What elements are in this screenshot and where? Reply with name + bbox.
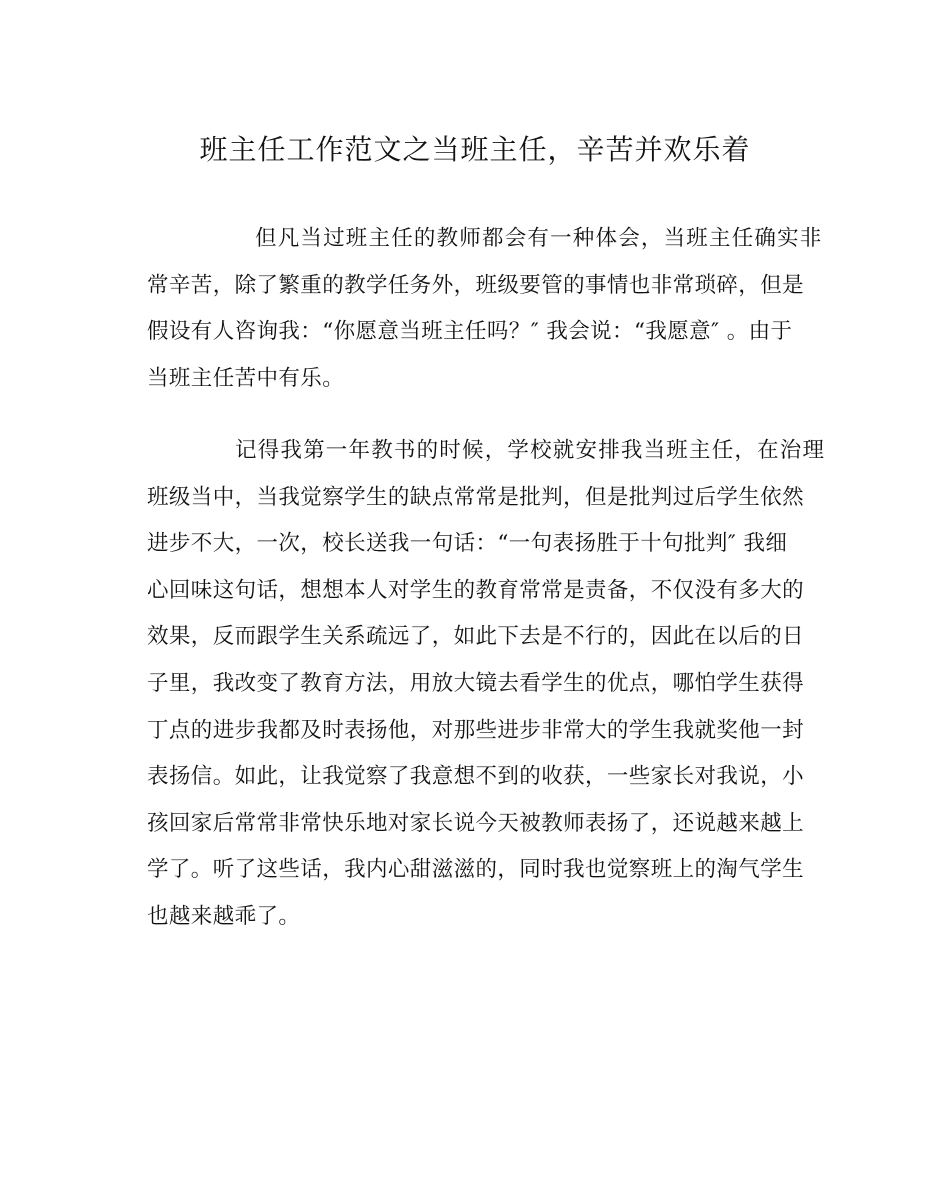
paragraph-line: 假设有人咨询我：“你愿意当班主任吗？″ 我会说：“我愿意″ 。由于 [147,319,793,345]
paragraph-line: 子里，我改变了教育方法，用放大镜去看学生的优点，哪怕学生获得 [147,670,805,696]
paragraph-line: 当班主任苦中有乐。 [147,365,345,391]
paragraph-line: 班级当中，当我觉察学生的缺点常常是批判，但是批判过后学生依然 [147,484,805,510]
paragraph-2 [147,428,826,941]
document-title: 班主任工作范文之当班主任，辛苦并欢乐着 [199,133,751,166]
paragraph-1 [147,216,823,402]
paragraph-line: 表扬信。如此，让我觉察了我意想不到的收获，一些家长对我说，小 [147,764,805,790]
paragraph-line: 孩回家后常常非常快乐地对家长说今天被教师表扬了，还说越来越上 [147,810,805,836]
paragraph-line: 心回味这句话，想想本人对学生的教育常常是责备，不仅没有多大的 [147,577,805,603]
paragraph-line: 进步不大，一次，校长送我一句话：“一句表扬胜于十句批判″ 我细 [147,531,788,557]
paragraph-line: 效果，反而跟学生关系疏远了，如此下去是不行的，因此在以后的日 [147,624,805,650]
paragraph-line: 也越来越乖了。 [147,903,301,929]
paragraph-line: 常辛苦，除了繁重的教学任务外，班级要管的事情也非常琐碎，但是 [147,272,805,298]
paragraph-line: 学了。听了这些话，我内心甜滋滋的，同时我也觉察班上的淘气学生 [147,857,805,883]
paragraph-line: 但凡当过班主任的教师都会有一种体会，当班主任确实非 [255,226,823,251]
paragraph-line: 丁点的进步我都及时表扬他，对那些进步非常大的学生我就奖他一封 [147,717,805,743]
paragraph-line: 记得我第一年教书的时候，学校就安排我当班主任，在治理 [235,438,826,463]
